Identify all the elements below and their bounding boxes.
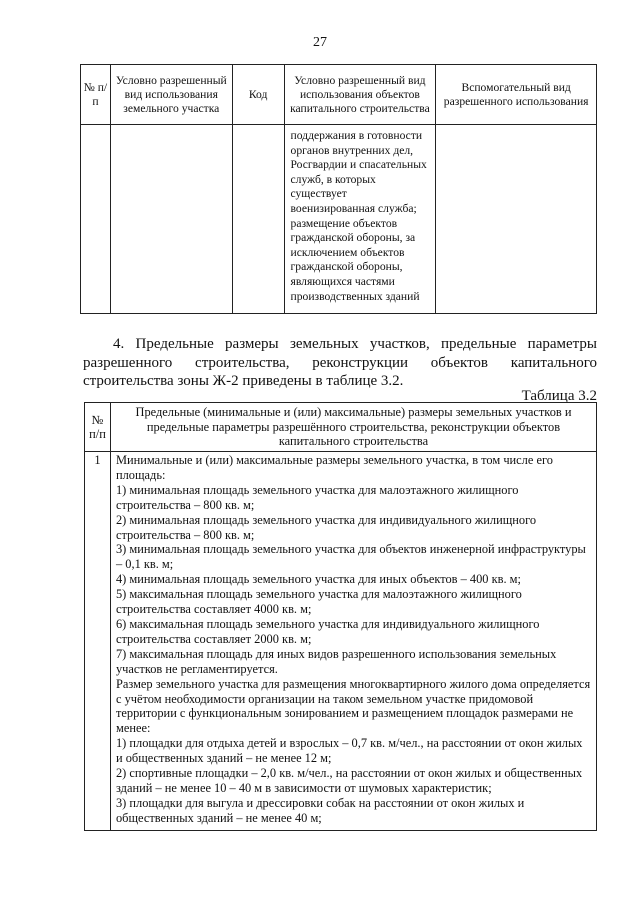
table-caption: Таблица 3.2 <box>521 388 597 404</box>
table-row <box>85 452 597 831</box>
column-header-auxiliary-use: Вспомогательный вид разрешенного использования <box>436 65 597 125</box>
cell-continuation-text: поддержания в готовности органов внутренних дел, Росгвардии и спасательных служб, в которых существует военизированная служба; размещение объектов гражданской обороны, за исключением объектов гражданской обороны, являющихся частями производственных зданий <box>284 125 436 314</box>
permitted-use-table <box>80 64 597 314</box>
list-item: 3) минимальная площадь земельного участка для объектов инженерной инфраструктуры – 0,1 кв. м; <box>115 542 586 572</box>
list-item: 4) минимальная площадь земельного участка для иных объектов – 400 кв. м; <box>115 572 521 587</box>
cell-empty <box>81 125 111 314</box>
table-header-row <box>85 403 597 452</box>
list-item: 6) максимальная площадь земельного участка для индивидуального жилищного строительства составляет 2000 кв. м; <box>115 616 540 646</box>
column-header-limits: Предельные (минимальные и (или) максимальные) размеры земельных участков и предельные параметры разрешённого строительства, реконструкции объектов капитального строительства <box>110 403 596 452</box>
list-item: 1) площадки для отдыха детей и взрослых – 0,7 кв. м/чел., на расстоянии от окон жилых и общественных зданий – не менее 12 м; <box>115 736 583 766</box>
list-item: Минимальные и (или) максимальные размеры земельного участка, в том числе его площадь: <box>115 453 553 482</box>
column-header-number: № п/п <box>81 65 111 125</box>
column-header-conditional-capital-use: Условно разрешенный вид использования объектов капитального строительства <box>284 65 436 125</box>
column-header-conditional-land-use: Условно разрешенный вид использования земельного участка <box>110 65 232 125</box>
list-item: 3) площадки для выгула и дрессировки собак на расстоянии от окон жилых и общественных зданий – не менее 40 м; <box>115 795 525 825</box>
cell-empty <box>110 125 232 314</box>
list-item: Размер земельного участка для размещения многоквартирного жилого дома определяется с учётом необходимости организации на таком земельном участке придомовой территории с функциональным зонированием и размещением площадок размерами не менее: <box>115 676 591 736</box>
row-content <box>110 452 596 831</box>
list-item: 5) максимальная площадь земельного участка для малоэтажного жилищного строительства составляет 4000 кв. м; <box>115 587 522 617</box>
paragraph-line: 4. Предельные размеры земельных участков, предельные параметры <box>113 336 597 352</box>
column-header-code: Код <box>232 65 284 125</box>
cell-empty <box>232 125 284 314</box>
table-header-row <box>81 65 597 125</box>
paragraph-line: строительства зоны Ж-2 приведены в таблице 3.2. <box>83 373 404 390</box>
table-row <box>81 125 597 314</box>
paragraph-line: разрешенного строительства, реконструкции объектов капитального <box>83 354 597 371</box>
list-item: 2) минимальная площадь земельного участка для индивидуального жилищного строительства – 800 кв. м; <box>115 512 537 542</box>
page-number: 27 <box>313 35 327 50</box>
limits-table <box>84 402 597 831</box>
list-item: 7) максимальная площадь для иных видов разрешенного использования земельных участков не регламентируется. <box>115 646 557 676</box>
column-header-number: № п/п <box>85 403 111 452</box>
cell-empty <box>436 125 597 314</box>
list-item: 2) спортивные площадки – 2,0 кв. м/чел., на расстоянии от окон жилых и общественных зданий – не менее 10 – 40 м в зависимости от шумовых характеристик; <box>115 766 583 795</box>
list-item: 1) минимальная площадь земельного участка для малоэтажного жилищного строительства – 800 кв. м; <box>115 482 519 512</box>
row-number: 1 <box>85 452 111 831</box>
section-paragraph <box>83 335 597 391</box>
